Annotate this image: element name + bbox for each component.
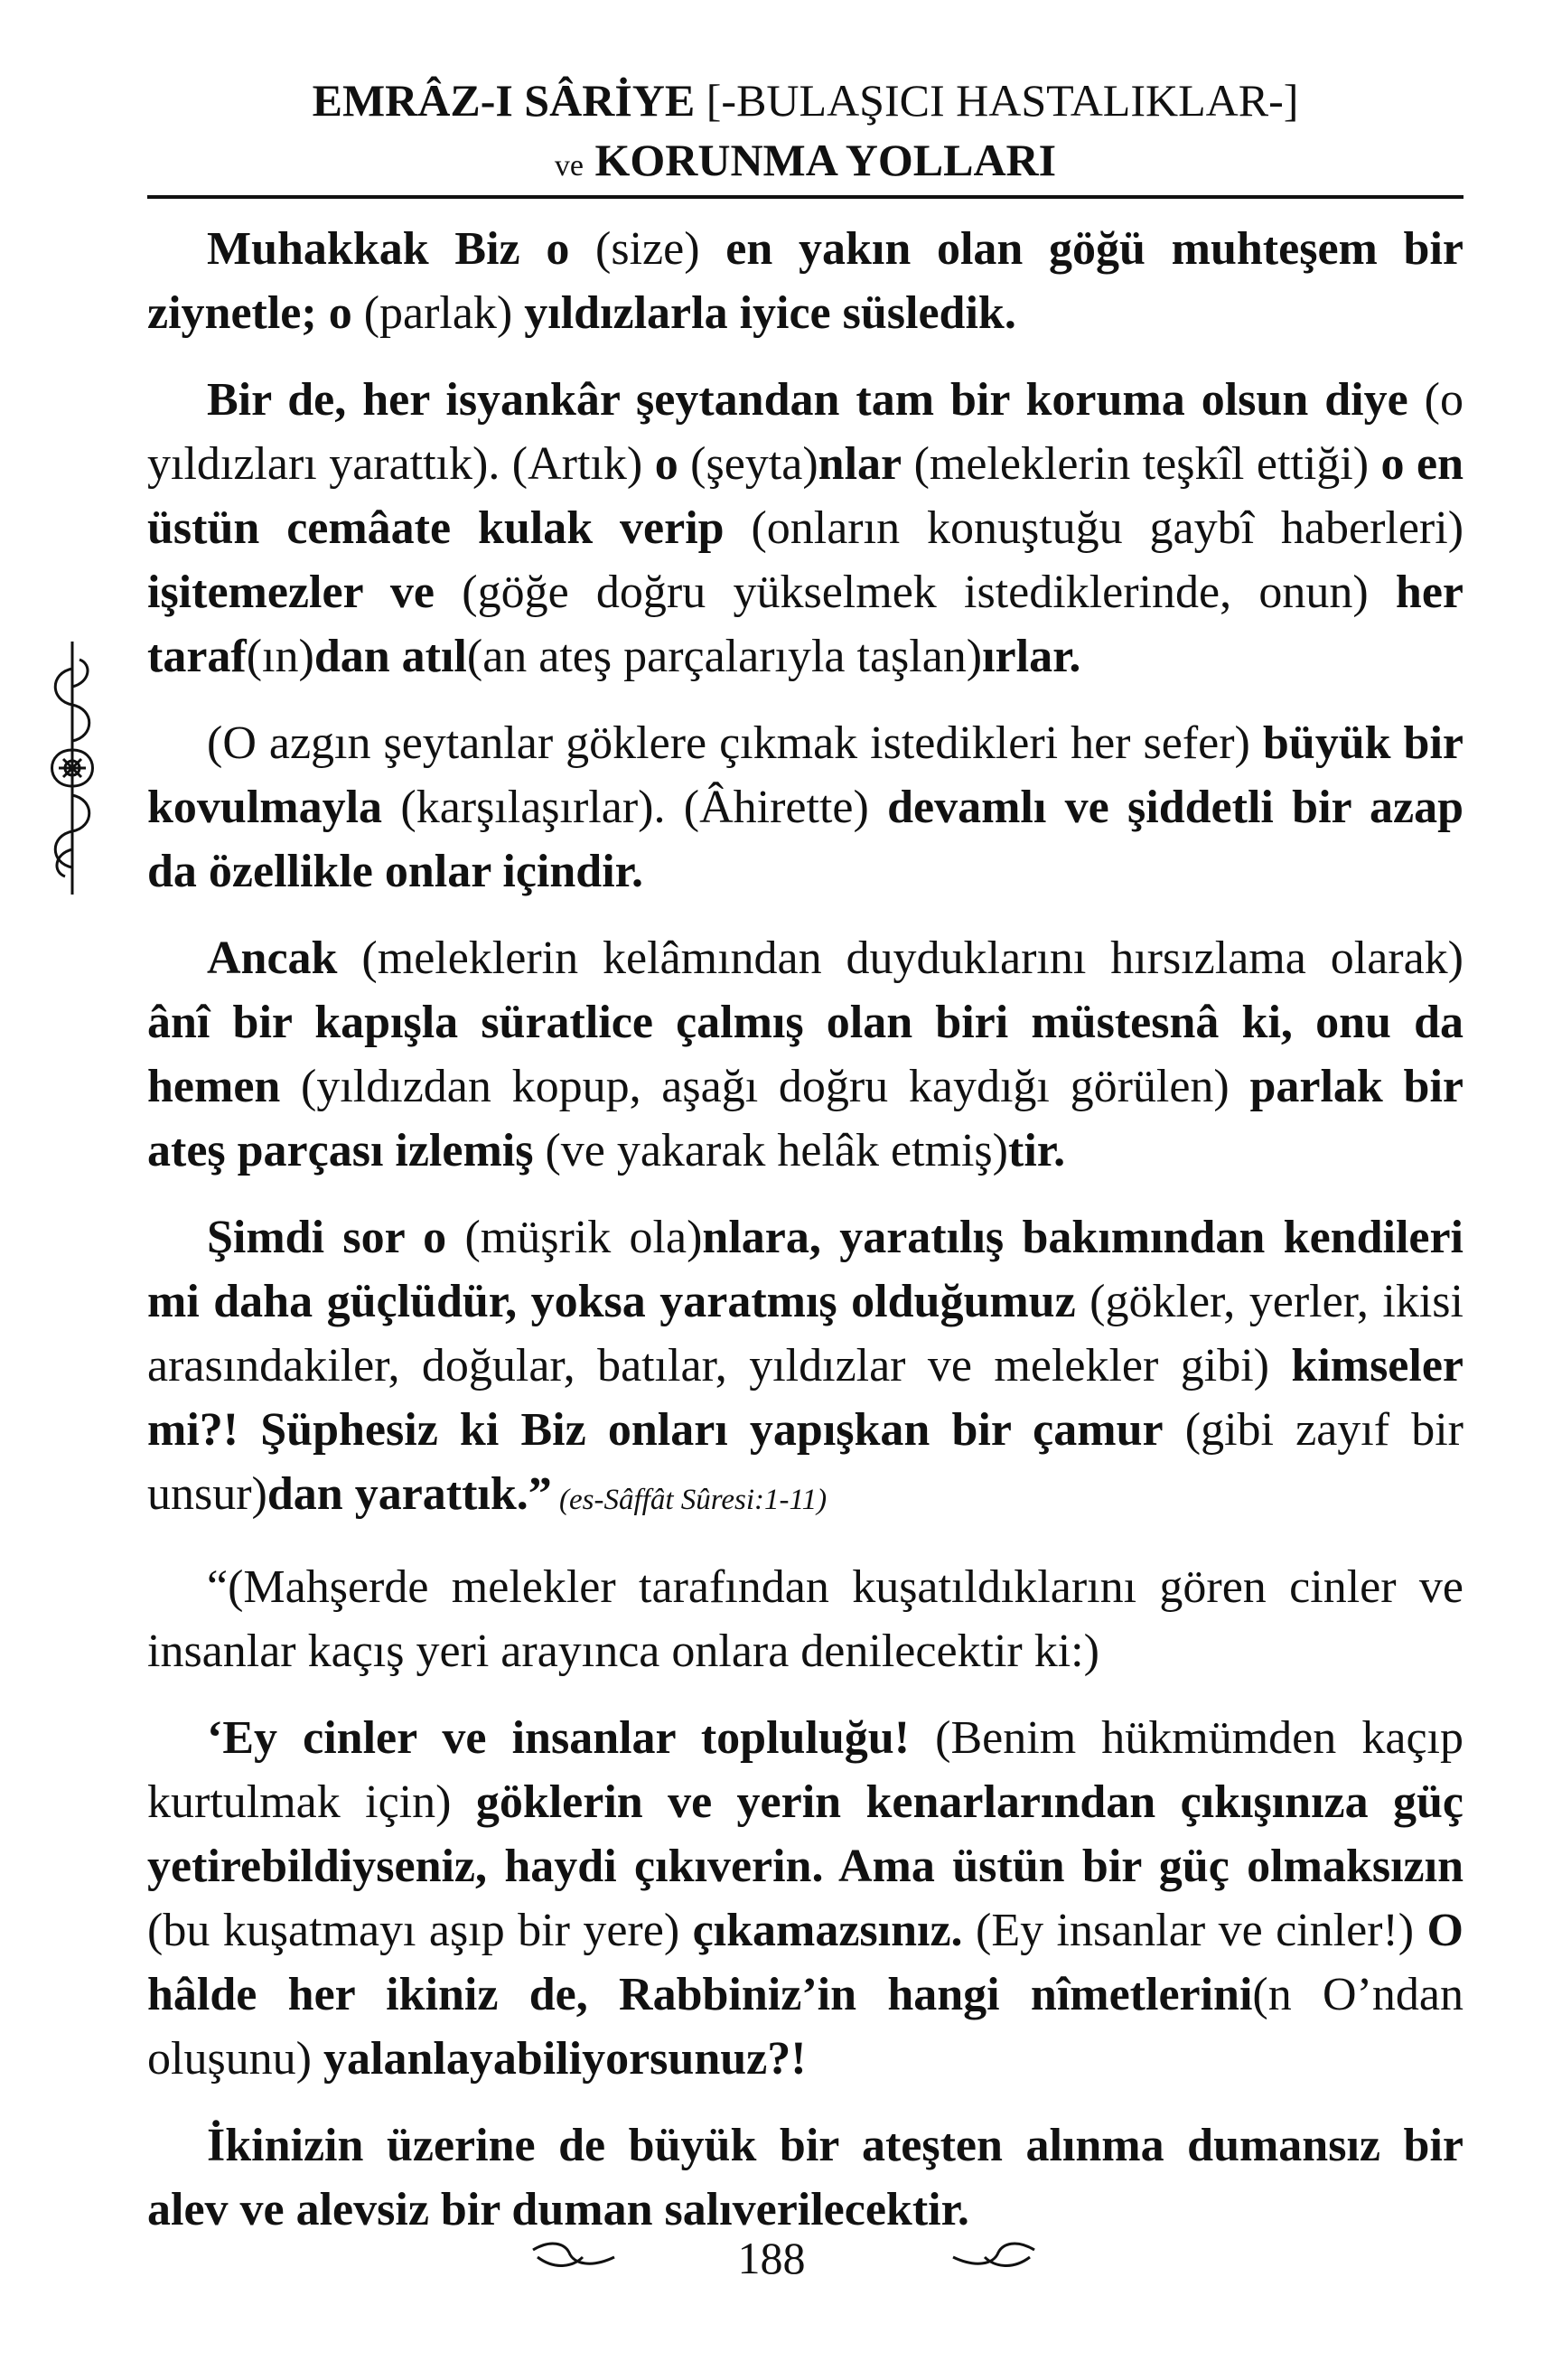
header-title-line (147, 70, 1464, 130)
regular-text: (parlak) (351, 287, 525, 339)
regular-text: (meleklerin kelâmından duyduklarını hırsızlama olarak) (337, 932, 1464, 984)
regular-text: (Ey insanlar ve cinler!) (962, 1905, 1427, 1956)
regular-text: (bu kuşatmayı aşıp bir yere) (147, 1905, 693, 1956)
regular-text: (gibi zayıf bir unsur) (147, 1404, 1464, 1520)
bold-text: İkinizin üzerine de büyük bir ateşten alınma dumansız bir alev ve alevsiz bir duman salıverilecektir. (147, 2120, 1464, 2235)
bold-text: çıkamazsınız. (692, 1905, 963, 1956)
regular-text: (şeyta) (678, 438, 818, 490)
regular-text: (karşılaşırlar). (Âhirette) (382, 782, 888, 833)
bold-text: Şimdi sor o (207, 1212, 447, 1263)
bold-text: işitemezler ve (147, 567, 435, 618)
bold-text: o (654, 438, 678, 490)
bold-text: nlar (818, 438, 902, 490)
paragraph (147, 711, 1464, 904)
paragraph (147, 1205, 1464, 1532)
bold-text: O hâlde her ikiniz de, Rabbiniz’in hangi nîmetlerini (147, 1905, 1464, 2020)
header-subtitle-bold: KORUNMA YOLLARI (583, 135, 1057, 185)
bold-text: ‘Ey cinler ve insanlar topluluğu! (207, 1712, 911, 1764)
regular-text: (n O’ndan oluşunu) (147, 1969, 1464, 2085)
bold-text: en yakın olan göğü muhteşem bir ziynetle; o (147, 223, 1464, 339)
regular-text: (size) (569, 223, 726, 275)
regular-text: (ın) (246, 631, 314, 682)
bold-text: o en üstün cemâate kulak verip (147, 438, 1464, 554)
bold-text: her taraf (147, 567, 1464, 682)
bold-text: kimseler mi?! Şüphesiz ki Biz onları yapışkan bir çamur (147, 1340, 1464, 1456)
bold-text: Ancak (207, 932, 338, 984)
page-number: 188 (737, 2233, 806, 2283)
header-subtitle-small: ve (554, 149, 584, 183)
paragraph (147, 1555, 1464, 1683)
regular-text: (O azgın şeytanlar göklere çıkmak istedikleri her sefer) (207, 717, 1263, 769)
paragraph (147, 926, 1464, 1183)
bold-text: Muhakkak Biz o (207, 223, 570, 275)
regular-text: (göğe doğru yükselmek istediklerinde, onun) (435, 567, 1396, 618)
header-title-rest: [-BULAŞICI HASTALIKLAR-] (695, 75, 1299, 126)
regular-text: (onların konuştuğu gaybî haberleri) (724, 502, 1464, 554)
bold-text: yıldızlarla iyice süsledik. (524, 287, 1016, 339)
header-title-bold: EMRÂZ-I SÂRİYE (312, 75, 696, 126)
regular-text: (meleklerin teşkîl ettiği) (902, 438, 1381, 490)
paragraph (147, 217, 1464, 345)
bold-text: Bir de, her isyankâr şeytandan tam bir koruma olsun diye (207, 374, 1408, 426)
paragraph (147, 1706, 1464, 2091)
regular-text: (o yıldızları yarattık). (Artık) (147, 374, 1464, 490)
paragraph (147, 2113, 1464, 2242)
regular-text: (müşrik ola) (446, 1212, 703, 1263)
bold-text: devamlı ve şiddetli bir azap da özellikle onlar içindir. (147, 782, 1464, 897)
bold-text: tir. (1008, 1125, 1066, 1176)
floral-ornament-icon (36, 632, 108, 904)
regular-text: “(Mahşerde melekler tarafından kuşatıldıklarını gören cinler ve insanlar kaçış yeri arayınca onlara denilecektir ki:) (147, 1561, 1464, 1677)
bold-text: dan atıl (313, 631, 467, 682)
regular-text: (Benim hükmümden kaçıp kurtulmak için) (147, 1712, 1464, 1828)
bold-text: nlara, yaratılış bakımından kendileri mi daha güçlüdür, yoksa yaratmış olduğumuz (147, 1212, 1464, 1327)
bold-text: göklerin ve yerin kenarlarından çıkışınıza güç yetirebildiyseniz, haydi çıkıverin. Ama üstün bir güç olmaksızın (147, 1776, 1464, 1892)
citation: (es-Sâffât Sûresi:1-11) (551, 1484, 828, 1516)
right-swash-icon (949, 2239, 1039, 2275)
regular-text: (ve yakarak helâk etmiş) (533, 1125, 1008, 1176)
bold-text: büyük bir kovulmayla (147, 717, 1464, 833)
header-rule (147, 195, 1464, 199)
bold-text: yalanlayabiliyorsunuz?! (323, 2033, 807, 2085)
bold-text: parlak bir ateş parçası izlemiş (147, 1061, 1464, 1176)
regular-text: (an ateş parçalarıyla taşlan) (466, 631, 983, 682)
bold-text: ânî bir kapışla süratlice çalmış olan biri müstesnâ ki, onu da hemen (147, 997, 1464, 1112)
page-body (147, 217, 1464, 2264)
bold-text: dan yarattık.” (267, 1468, 552, 1520)
running-header (147, 70, 1464, 196)
paragraph (147, 368, 1464, 689)
regular-text: (yıldızdan kopup, aşağı doğru kaydığı görülen) (280, 1061, 1250, 1112)
regular-text: (gökler, yerler, ikisi arasındakiler, doğular, batılar, yıldızlar ve melekler gibi) (147, 1276, 1464, 1391)
bold-text: ırlar. (982, 631, 1081, 682)
header-subtitle-line (147, 130, 1464, 196)
